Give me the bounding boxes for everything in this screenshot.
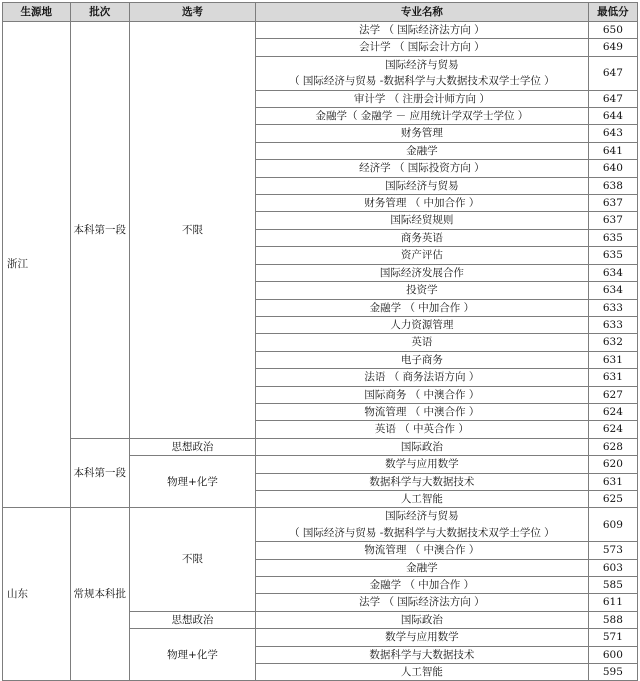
min-score: 631: [588, 473, 637, 490]
batch-cell: 本科第一段: [70, 22, 129, 439]
table-row: [3, 22, 638, 39]
major-name-text: 国际经济与贸易: [385, 58, 459, 71]
major-name-text: 投资学: [406, 284, 438, 297]
major-name-text: 资产评估: [400, 249, 443, 262]
min-score: 611: [588, 594, 637, 611]
subject-requirement-cell: 思想政治: [129, 611, 255, 628]
major-name: [255, 438, 588, 455]
min-score: 588: [588, 611, 637, 628]
major-name-text: 人力资源管理: [390, 318, 454, 331]
min-score: 633: [588, 316, 637, 333]
major-name: [255, 594, 588, 611]
major-name: [255, 264, 588, 281]
major-name-text: 人工智能: [400, 666, 443, 679]
header-row: [3, 3, 638, 22]
major-name-text: 金融学: [406, 144, 438, 157]
header-province: 生源地: [3, 3, 71, 22]
min-score: 632: [588, 334, 637, 351]
min-score: 627: [588, 386, 637, 403]
major-name: [255, 316, 588, 333]
major-name: [255, 56, 588, 90]
major-name: [255, 142, 588, 159]
major-name: [255, 125, 588, 142]
min-score: 647: [588, 90, 637, 107]
min-score: 644: [588, 108, 637, 125]
major-name: [255, 403, 588, 420]
major-name-text: 数据科学与大数据技术: [369, 475, 475, 488]
major-name-text: 商务英语: [400, 231, 443, 244]
major-name: [255, 229, 588, 246]
min-score: 600: [588, 646, 637, 663]
major-name: [255, 108, 588, 125]
major-name-text: 国际政治: [400, 440, 443, 453]
major-name: [255, 646, 588, 663]
major-name: [255, 39, 588, 56]
major-name: [255, 90, 588, 107]
major-name-text: 经济学 （ 国际投资方向 ）: [359, 162, 485, 175]
major-name-text: 会计学 （ 国际会计方向 ）: [359, 41, 485, 54]
major-name-text: 人工智能: [400, 492, 443, 505]
min-score: 637: [588, 212, 637, 229]
min-score: 625: [588, 490, 637, 507]
header-subject-requirement: 选考: [129, 3, 255, 22]
min-score: 633: [588, 299, 637, 316]
major-name-text: 法学 （ 国际经济法方向 ）: [359, 596, 485, 609]
major-name: [255, 386, 588, 403]
major-name-text: 法学 （ 国际经济法方向 ）: [359, 24, 485, 36]
min-score: 631: [588, 369, 637, 386]
major-name: [255, 542, 588, 559]
major-name: [255, 177, 588, 194]
major-name-text: 财务管理: [400, 127, 443, 140]
header-major-name: 专业名称: [255, 3, 588, 22]
major-name-text: 数学与应用数学: [385, 631, 459, 644]
min-score: 649: [588, 39, 637, 56]
province-cell: 浙江: [3, 22, 71, 508]
major-name: [255, 473, 588, 490]
min-score: 631: [588, 351, 637, 368]
min-score: 609: [588, 508, 637, 542]
header-min-score: 最低分: [588, 3, 637, 22]
major-name-text: 财务管理 （ 中加合作 ）: [364, 197, 480, 210]
major-name: [255, 421, 588, 438]
major-name-text: 国际经济发展合作: [379, 266, 464, 279]
major-name: [255, 282, 588, 299]
min-score: 585: [588, 577, 637, 594]
min-score: 620: [588, 456, 637, 473]
subject-requirement-cell: 物理+化学: [129, 456, 255, 508]
min-score: 635: [588, 247, 637, 264]
subject-requirement-cell: 不限: [129, 22, 255, 439]
major-name-text: 数学与应用数学: [385, 458, 459, 471]
subject-requirement-cell: 思想政治: [129, 438, 255, 455]
min-score: 624: [588, 421, 637, 438]
major-name: [255, 369, 588, 386]
major-name: [255, 456, 588, 473]
min-score: 638: [588, 177, 637, 194]
major-name-text: 物流管理 （ 中澳合作 ）: [364, 405, 480, 418]
major-name-text: 金融学（ 金融学 － 应用统计学双学士学位 ）: [315, 110, 529, 123]
major-name: [255, 508, 588, 542]
major-name: [255, 160, 588, 177]
major-name-text: 法语 （ 商务法语方向 ）: [364, 371, 480, 384]
major-name: [255, 195, 588, 212]
major-name: [255, 247, 588, 264]
major-name: [255, 611, 588, 628]
major-name: [255, 490, 588, 507]
min-score: 571: [588, 629, 637, 646]
major-name-text: 金融学 （ 中加合作 ）: [369, 579, 475, 591]
min-score: 595: [588, 664, 637, 681]
major-name-text: 电子商务: [400, 353, 443, 366]
major-name: [255, 559, 588, 576]
major-name: [255, 629, 588, 646]
batch-cell: 本科第一段: [70, 438, 129, 508]
header-batch: 批次: [70, 3, 129, 22]
min-score: 573: [588, 542, 637, 559]
major-name-text: 金融学: [406, 561, 438, 574]
table-body: [3, 22, 638, 681]
major-name-text: 数据科学与大数据技术: [369, 648, 475, 661]
major-name: [255, 299, 588, 316]
province-cell: 山东: [3, 508, 71, 681]
major-name-text: 审计学 （ 注册会计师方向 ）: [353, 92, 490, 105]
min-score: 634: [588, 264, 637, 281]
subject-requirement-cell: 不限: [129, 508, 255, 611]
major-name: [255, 577, 588, 594]
batch-cell: 常规本科批: [70, 508, 129, 681]
min-score: 640: [588, 160, 637, 177]
major-name: [255, 22, 588, 39]
major-name-text: 金融学 （ 中加合作 ）: [369, 301, 475, 314]
min-score: 634: [588, 282, 637, 299]
major-name-text: 国际商务 （ 中澳合作 ）: [364, 388, 480, 401]
major-name-text: 国际经济与贸易: [385, 179, 459, 192]
admission-score-table: [2, 2, 638, 681]
major-name: [255, 334, 588, 351]
major-name-text: 英语: [411, 336, 433, 349]
major-name-text: 国际政治: [400, 613, 443, 626]
major-name-text: 物流管理 （ 中澳合作 ）: [364, 544, 480, 557]
major-name-text: 国际经济与贸易: [385, 510, 459, 523]
min-score: 603: [588, 559, 637, 576]
table-row: [3, 438, 638, 455]
min-score: 647: [588, 56, 637, 90]
subject-requirement-cell: 物理+化学: [129, 629, 255, 681]
min-score: 643: [588, 125, 637, 142]
min-score: 635: [588, 229, 637, 246]
table-row: [3, 508, 638, 542]
major-name-text: 国际经贸规则: [390, 214, 454, 227]
major-name-text: 英语 （ 中英合作 ）: [374, 423, 469, 436]
major-name: [255, 351, 588, 368]
min-score: 628: [588, 438, 637, 455]
min-score: 637: [588, 195, 637, 212]
major-name: [255, 664, 588, 681]
min-score: 641: [588, 142, 637, 159]
major-name-detail: （ 国际经济与贸易 -数据科学与大数据技术双学士学位 ）: [289, 526, 555, 539]
min-score: 624: [588, 403, 637, 420]
min-score: 650: [588, 22, 637, 39]
major-name-detail: （ 国际经济与贸易 -数据科学与大数据技术双学士学位 ）: [289, 75, 555, 88]
major-name: [255, 212, 588, 229]
